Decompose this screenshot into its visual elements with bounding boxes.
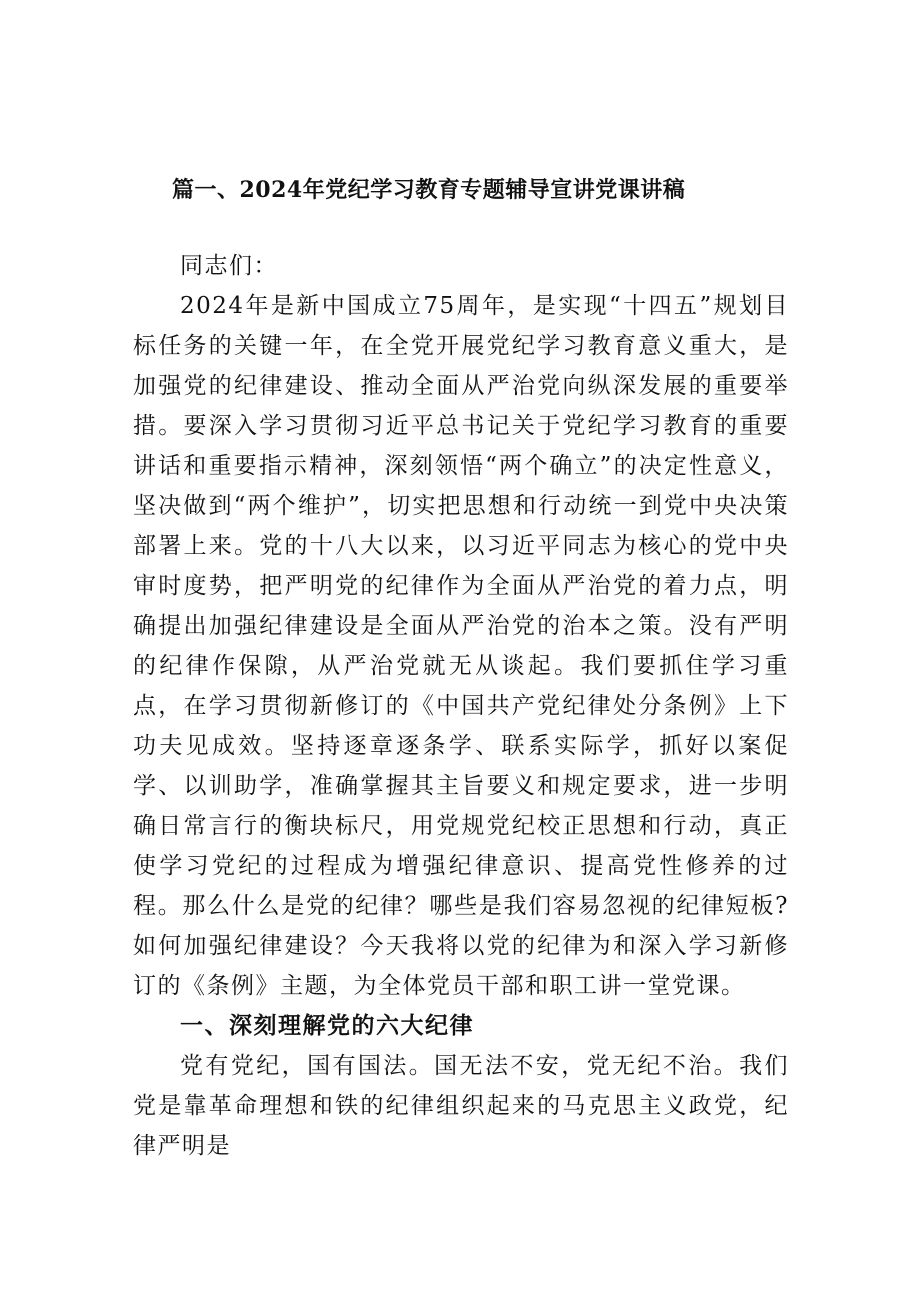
document-title: 篇一、2024年党纪学习教育专题辅导宣讲党课讲稿	[172, 177, 686, 203]
document-body	[133, 246, 789, 1166]
section-heading: 一、深刻理解党的六大纪律	[180, 1012, 474, 1039]
intro-paragraph: 2024年是新中国成立75周年，是实现“十四五”规划目标任务的关键一年，在全党开展党纪学习教育意义重大，是加强党的纪律建设、推动全面从严治党向纵深发展的重要举措。要深入学习贯彻习近平总书记关于党纪学习教育的重要讲话和重要指示精神，深刻领悟“两个确立”的决定性意义，坚决做到“两个维护”，切实把思想和行动统一到党中央决策部署上来。党的十八大以来，以习近平同志为核心的党中央审时度势，把严明党的纪律作为全面从严治党的着力点，明确提出加强纪律建设是全面从严治党的治本之策。没有严明的纪律作保隙，从严治党就无从谈起。我们要抓住学习重点，在学习贯彻新修订的《中国共产党纪律处分条例》上下功夫见成效。坚持逐章逐条学、联系实际学，抓好以案促学、以训助学，准确掌握其主旨要义和规定要求，进一步明确日常言行的衡块标尺，用党规党纪校正思想和行动，真正使学习党纪的过程成为增强纪律意识、提高党性修养的过程。那么什么是党的纪律？哪些是我们容易忽视的纪律短板?如何加强纪律建设？今天我将以党的纪律为和深入学习新修订的《条例》主题，为全体党员干部和职工讲一堂党课。	[133, 293, 789, 999]
section-paragraph: 党有党纪，国有国法。国无法不安，党无纪不治。我们党是靠革命理想和铁的纪律组织起来的马克思主义政党，纪律严明是	[133, 1053, 789, 1159]
salutation: 同志们：	[180, 253, 278, 279]
